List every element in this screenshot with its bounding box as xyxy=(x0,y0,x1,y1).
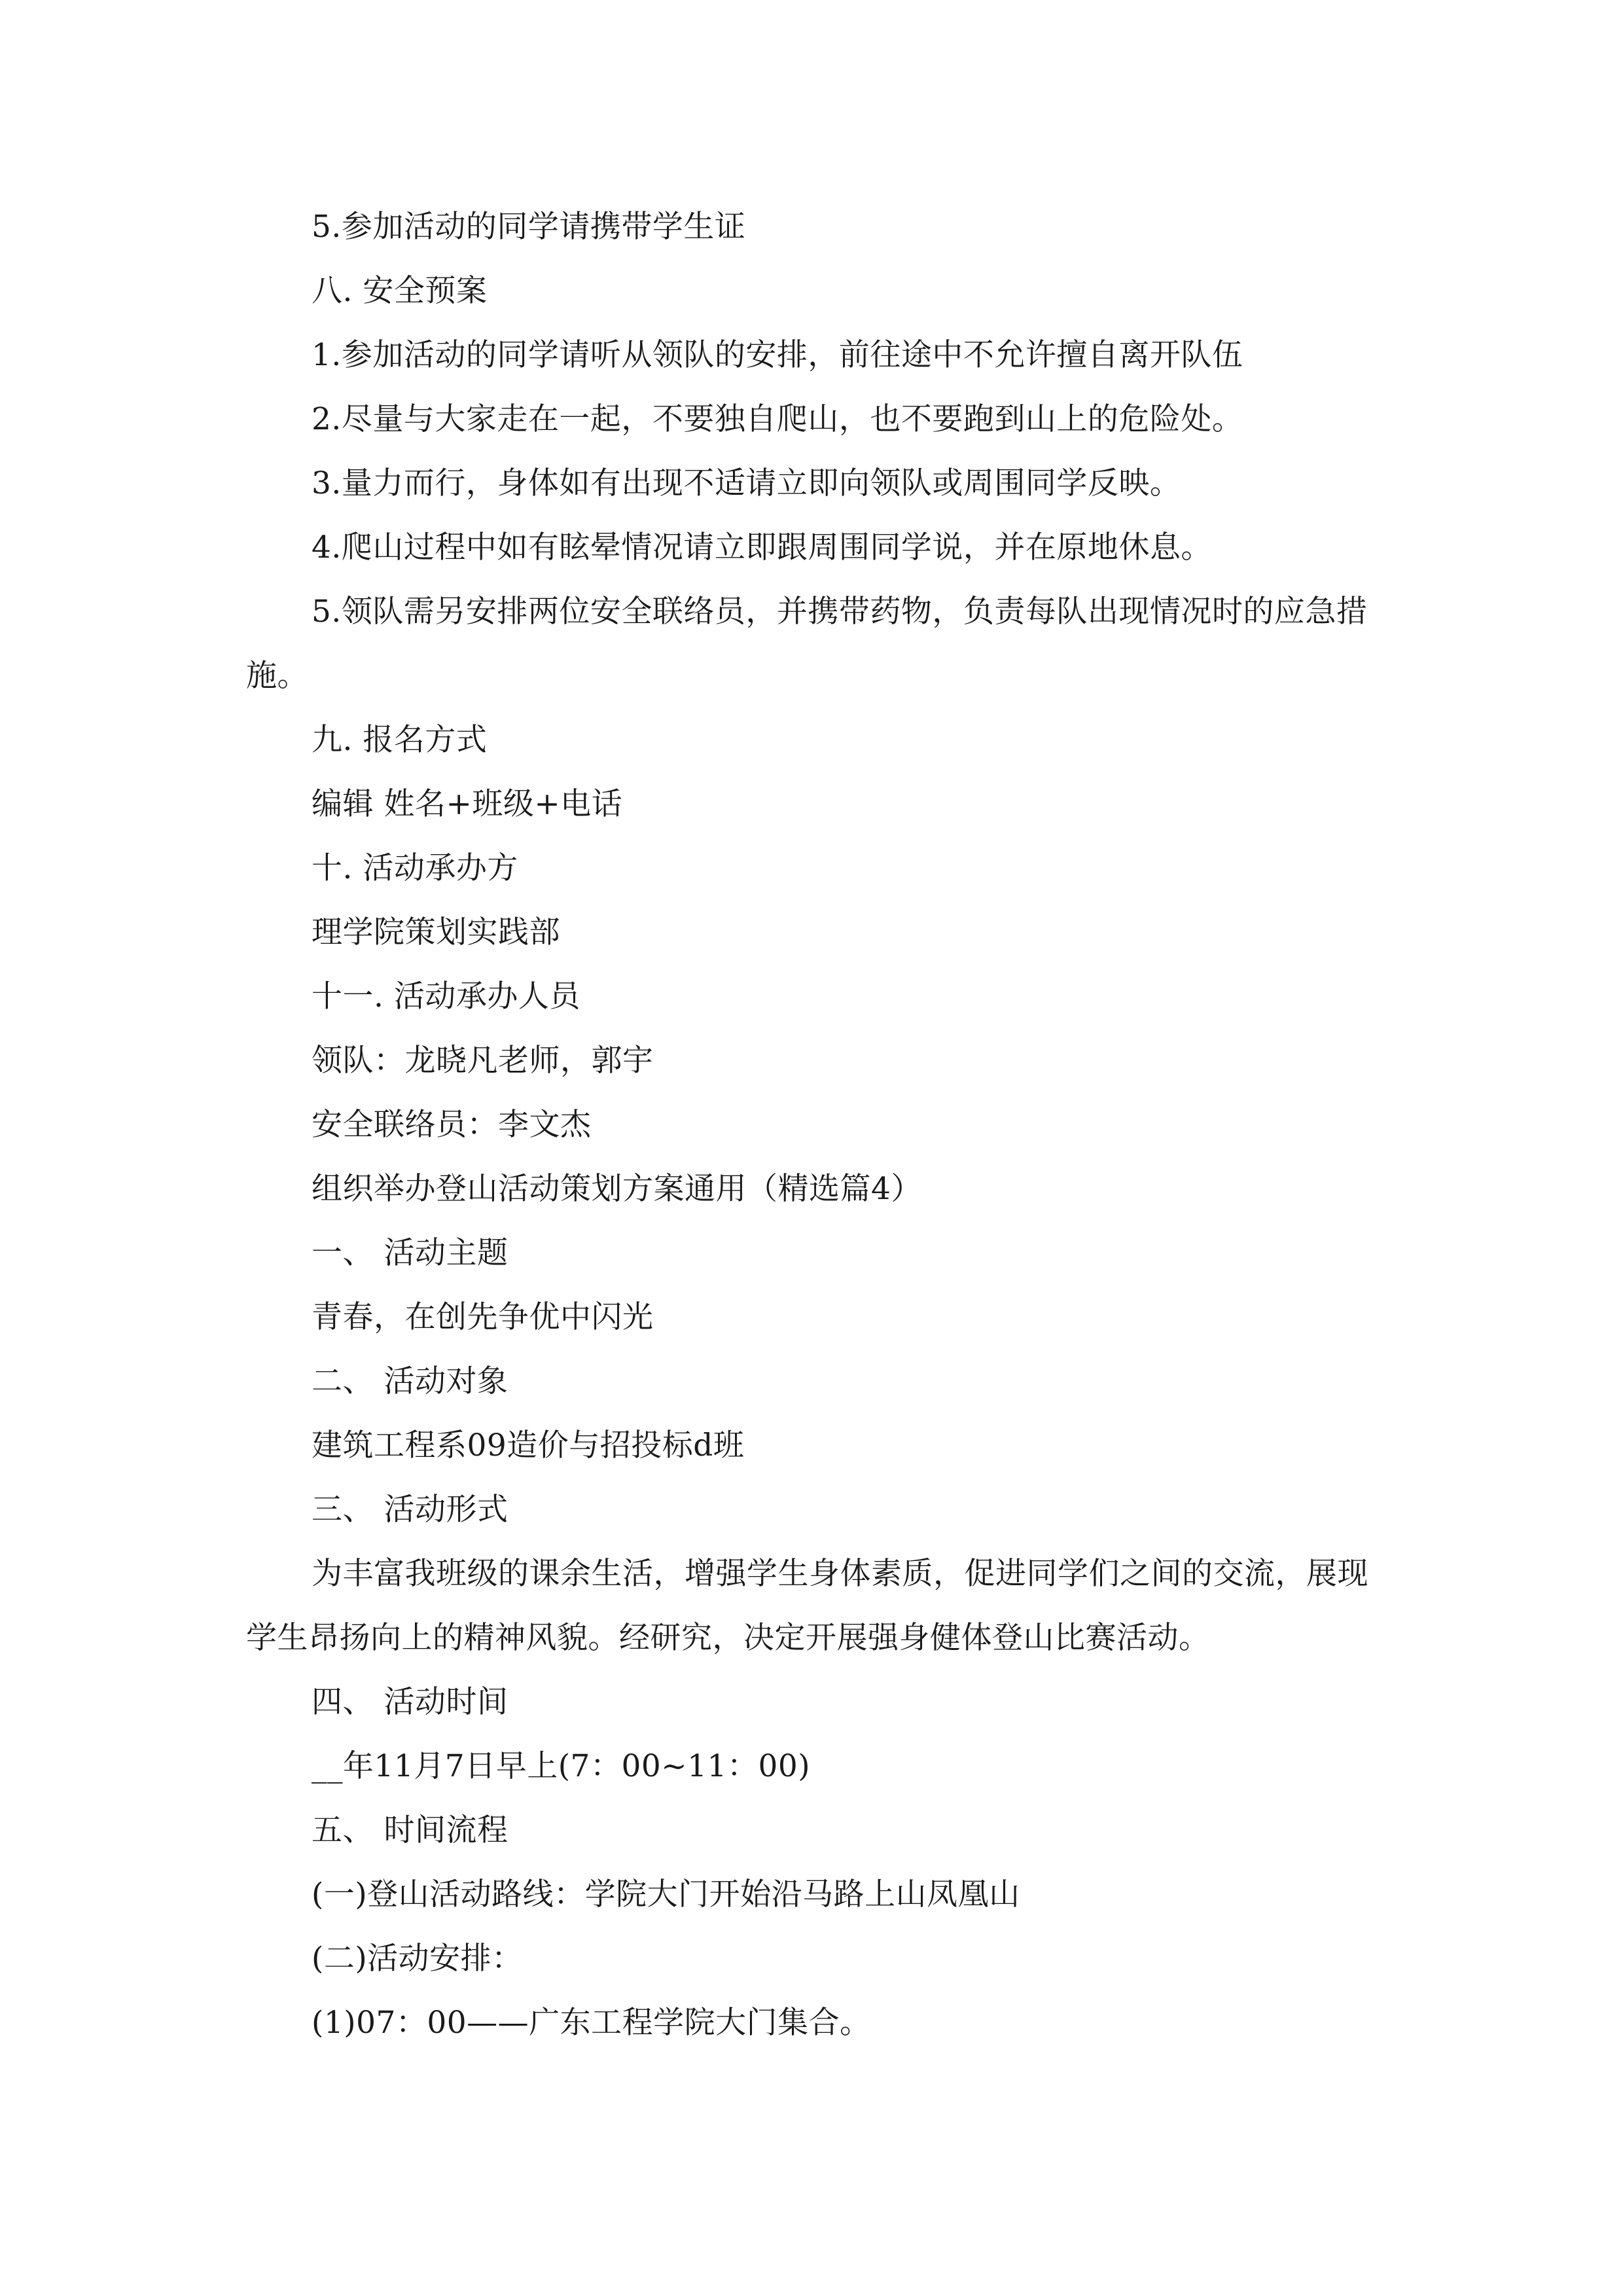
heading-time: 四、 活动时间 xyxy=(312,1684,508,1720)
paragraph-safety-2: 2.尽量与大家走在一起，不要独自爬山，也不要跑到山上的危险处。 xyxy=(312,401,1243,437)
paragraph-assembly: (1)07：00——广东工程学院大门集合。 xyxy=(312,2005,871,2041)
paragraph-time: __年11月7日早上(7：00~11：00) xyxy=(312,1748,811,1784)
paragraph-team-leaders: 领队：龙晓凡老师，郭宇 xyxy=(312,1043,654,1079)
paragraph-registration-format: 编辑 姓名+班级+电话 xyxy=(312,786,623,822)
section-title-plan-4: 组织举办登山活动策划方案通用（精选篇4） xyxy=(312,1171,922,1207)
heading-participants: 二、 活动对象 xyxy=(312,1363,508,1399)
paragraph-bring-student-id: 5.参加活动的同学请携带学生证 xyxy=(312,209,746,245)
paragraph-format: 为丰富我班级的课余生活，增强学生身体素质，促进同学们之间的交流，展现学生昂扬向上的精神风貌。经研究，决定开展强身健体登山比赛活动。 xyxy=(246,1556,1368,1656)
heading-safety-plan: 八. 安全预案 xyxy=(312,273,488,309)
paragraph-safety-5: 5.领队需另安排两位安全联络员，并携带药物，负责每队出现情况时的应急措施。 xyxy=(246,594,1368,694)
heading-registration: 九. 报名方式 xyxy=(312,722,488,758)
paragraph-safety-1: 1.参加活动的同学请听从领队的安排，前往途中不允许擅自离开队伍 xyxy=(312,337,1243,373)
heading-organizer: 十. 活动承办方 xyxy=(312,850,518,886)
paragraph-arrangement: (二)活动安排： xyxy=(312,1941,523,1977)
paragraph-safety-liaison: 安全联络员：李文杰 xyxy=(312,1107,592,1143)
paragraph-theme: 青春，在创先争优中闪光 xyxy=(312,1299,654,1335)
document-body xyxy=(246,195,1378,2055)
paragraph-safety-3: 3.量力而行，身体如有出现不适请立即向领队或周围同学反映。 xyxy=(312,465,1181,501)
paragraph-safety-4: 4.爬山过程中如有眩晕情况请立即跟周围同学说，并在原地休息。 xyxy=(312,529,1212,565)
paragraph-participants: 建筑工程系09造价与招投标d班 xyxy=(312,1427,745,1463)
paragraph-route: (一)登山活动路线：学院大门开始沿马路上山凤凰山 xyxy=(312,1876,1020,1912)
heading-schedule: 五、 时间流程 xyxy=(312,1812,508,1848)
paragraph-organizer: 理学院策划实践部 xyxy=(312,914,560,950)
heading-theme: 一、 活动主题 xyxy=(312,1235,508,1271)
heading-format: 三、 活动形式 xyxy=(312,1492,508,1528)
heading-staff: 十一. 活动承办人员 xyxy=(312,978,580,1014)
